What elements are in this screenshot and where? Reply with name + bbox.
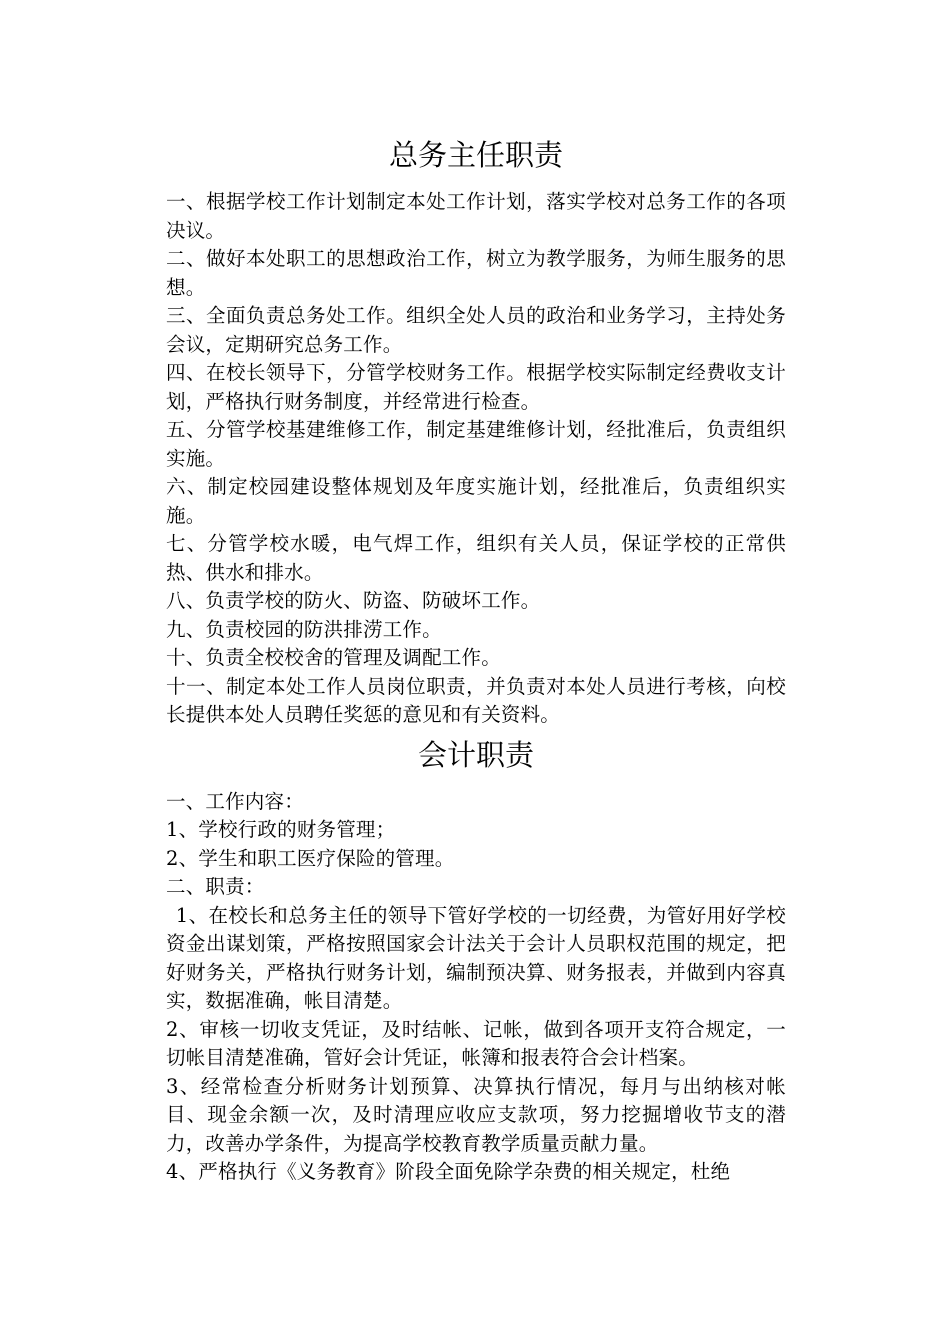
work-content-heading: 一、工作内容： [166,789,304,813]
duty-item-1: 一、根据学校工作计划制定本处工作计划，落实学校对总务工作的各项决议。 [166,190,786,242]
responsibility-item-3: 3、经常检查分析财务计划预算、决算执行情况，每月与出纳核对帐目、现金余额一次，及时清理应收应支款项，努力挖掘增收节支的潜力，改善办学条件，为提高学校教育教学质量贡献力量。 [166,1074,786,1155]
duty-item-4: 四、在校长领导下，分管学校财务工作。根据学校实际制定经费收支计划，严格执行财务制度，并经常进行检查。 [166,361,786,413]
section-title-general-affairs-director: 总务主任职责 [388,138,563,172]
work-content-item-2: 2、学生和职工医疗保险的管理。 [166,846,455,870]
document-page [166,136,786,1187]
duty-item-9: 九、负责校园的防洪排涝工作。 [166,617,442,641]
duty-item-2: 二、做好本处职工的思想政治工作，树立为教学服务，为师生服务的思想。 [166,247,786,299]
section-title-accountant: 会计职责 [417,737,534,772]
duty-item-5: 五、分管学校基建维修工作，制定基建维修计划，经批准后，负责组织实施。 [166,418,786,470]
duty-item-3: 三、全面负责总务处工作。组织全处人员的政治和业务学习，主持处务会议，定期研究总务工作。 [166,304,786,356]
duty-item-11: 十一、制定本处工作人员岗位职责，并负责对本处人员进行考核，向校长提供本处人员聘任奖惩的意见和有关资料。 [166,674,786,726]
responsibilities-heading: 二、职责： [166,875,265,898]
work-content-item-1: 1、学校行政的财务管理； [166,818,396,841]
duty-item-7: 七、分管学校水暖，电气焊工作，组织有关人员，保证学校的正常供热、供水和排水。 [166,532,786,584]
duty-item-10: 十、负责全校校舍的管理及调配工作。 [166,646,501,669]
responsibility-item-1: 1、在校长和总务主任的领导下管好学校的一切经费，为管好用好学校资金出谋划策，严格按照国家会计法关于会计人员职权范围的规定，把好财务关，严格执行财务计划，编制预决算、财务报表，并做到内容真实，数据准确，帐目清楚。 [166,903,786,1012]
responsibility-item-2: 2、审核一切收支凭证，及时结帐、记帐，做到各项开支符合规定，一切帐目清楚准确，管好会计凭证，帐簿和报表符合会计档案。 [166,1017,786,1069]
duty-item-8: 八、负责学校的防火、防盗、防破坏工作。 [166,589,541,612]
responsibility-item-4: 4、严格执行《义务教育》阶段全面免除学杂费的相关规定，杜绝 [166,1160,731,1183]
duty-item-6: 六、制定校园建设整体规划及年度实施计划，经批准后，负责组织实施。 [166,475,786,527]
